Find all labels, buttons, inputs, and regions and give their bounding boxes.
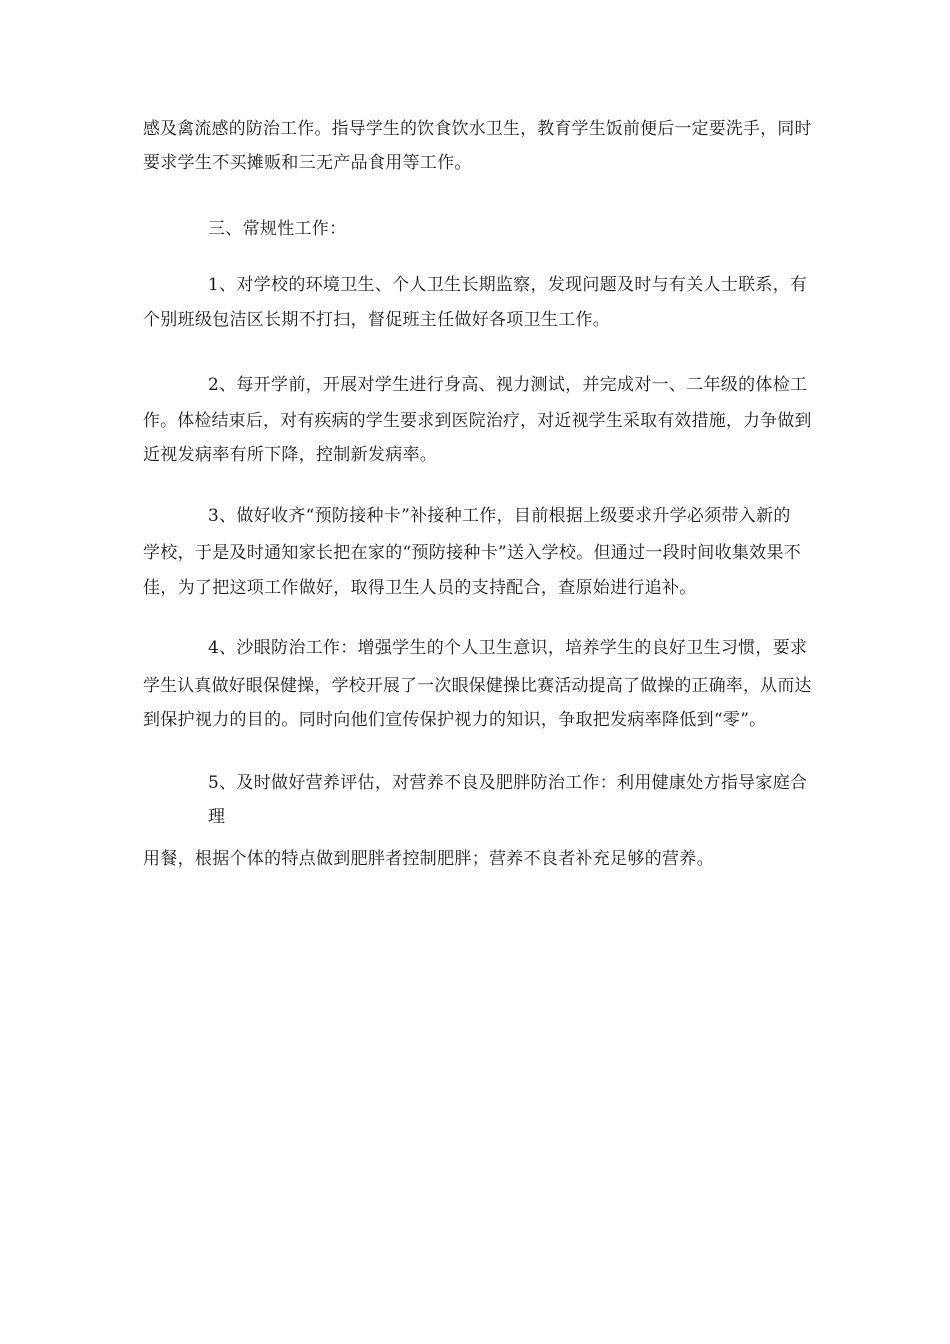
text-line: 学校，于是及时通知家长把在家的“预防接种卡”送入学校。但通过一段时间收集效果不 — [143, 543, 802, 563]
text-line: 5、及时做好营养评估，对营养不良及肥胖防治工作：利用健康处方指导家庭合 — [208, 773, 808, 793]
text-line: 3、做好收齐“预防接种卡”补接种工作，目前根据上级要求升学必须带入新的 — [208, 506, 791, 526]
text-line: 学生认真做好眼保健操，学校开展了一次眼保健操比赛活动提高了做操的正确率，从而达 — [143, 675, 812, 695]
section-heading: 三、常规性工作： — [208, 219, 347, 239]
text-line: 到保护视力的目的。同时向他们宣传保护视力的知识，争取把发病率降低到“零”。 — [143, 710, 767, 730]
text-line: 感及禽流感的防治工作。指导学生的饮食饮水卫生，教育学生饭前便后一定要洗手，同时 — [143, 118, 812, 138]
text-line: 个别班级包洁区长期不打扫，督促班主任做好各项卫生工作。 — [143, 310, 611, 330]
text-line: 用餐，根据个体的特点做到肥胖者控制肥胖；营养不良者补充足够的营养。 — [143, 849, 714, 869]
text-line: 4、沙眼防治工作：增强学生的个人卫生意识，培养学生的良好卫生习惯，要求 — [208, 638, 808, 658]
text-line: 2、每开学前，开展对学生进行身高、视力测试，并完成对一、二年级的体检工 — [208, 375, 808, 395]
text-line: 佳，为了把这项工作做好，取得卫生人员的支持配合，查原始进行追补。 — [143, 578, 697, 598]
text-line: 1、对学校的环境卫生、个人卫生长期监察，发现问题及时与有关人士联系，有 — [208, 275, 808, 295]
text-line: 作。体检结束后，对有疾病的学生要求到医院治疗，对近视学生采取有效措施，力争做到 — [143, 410, 812, 430]
text-line: 要求学生不买摊贩和三无产品食用等工作。 — [143, 153, 472, 173]
text-line: 理 — [208, 807, 226, 827]
text-line: 近视发病率有所下降，控制新发病率。 — [143, 445, 438, 465]
